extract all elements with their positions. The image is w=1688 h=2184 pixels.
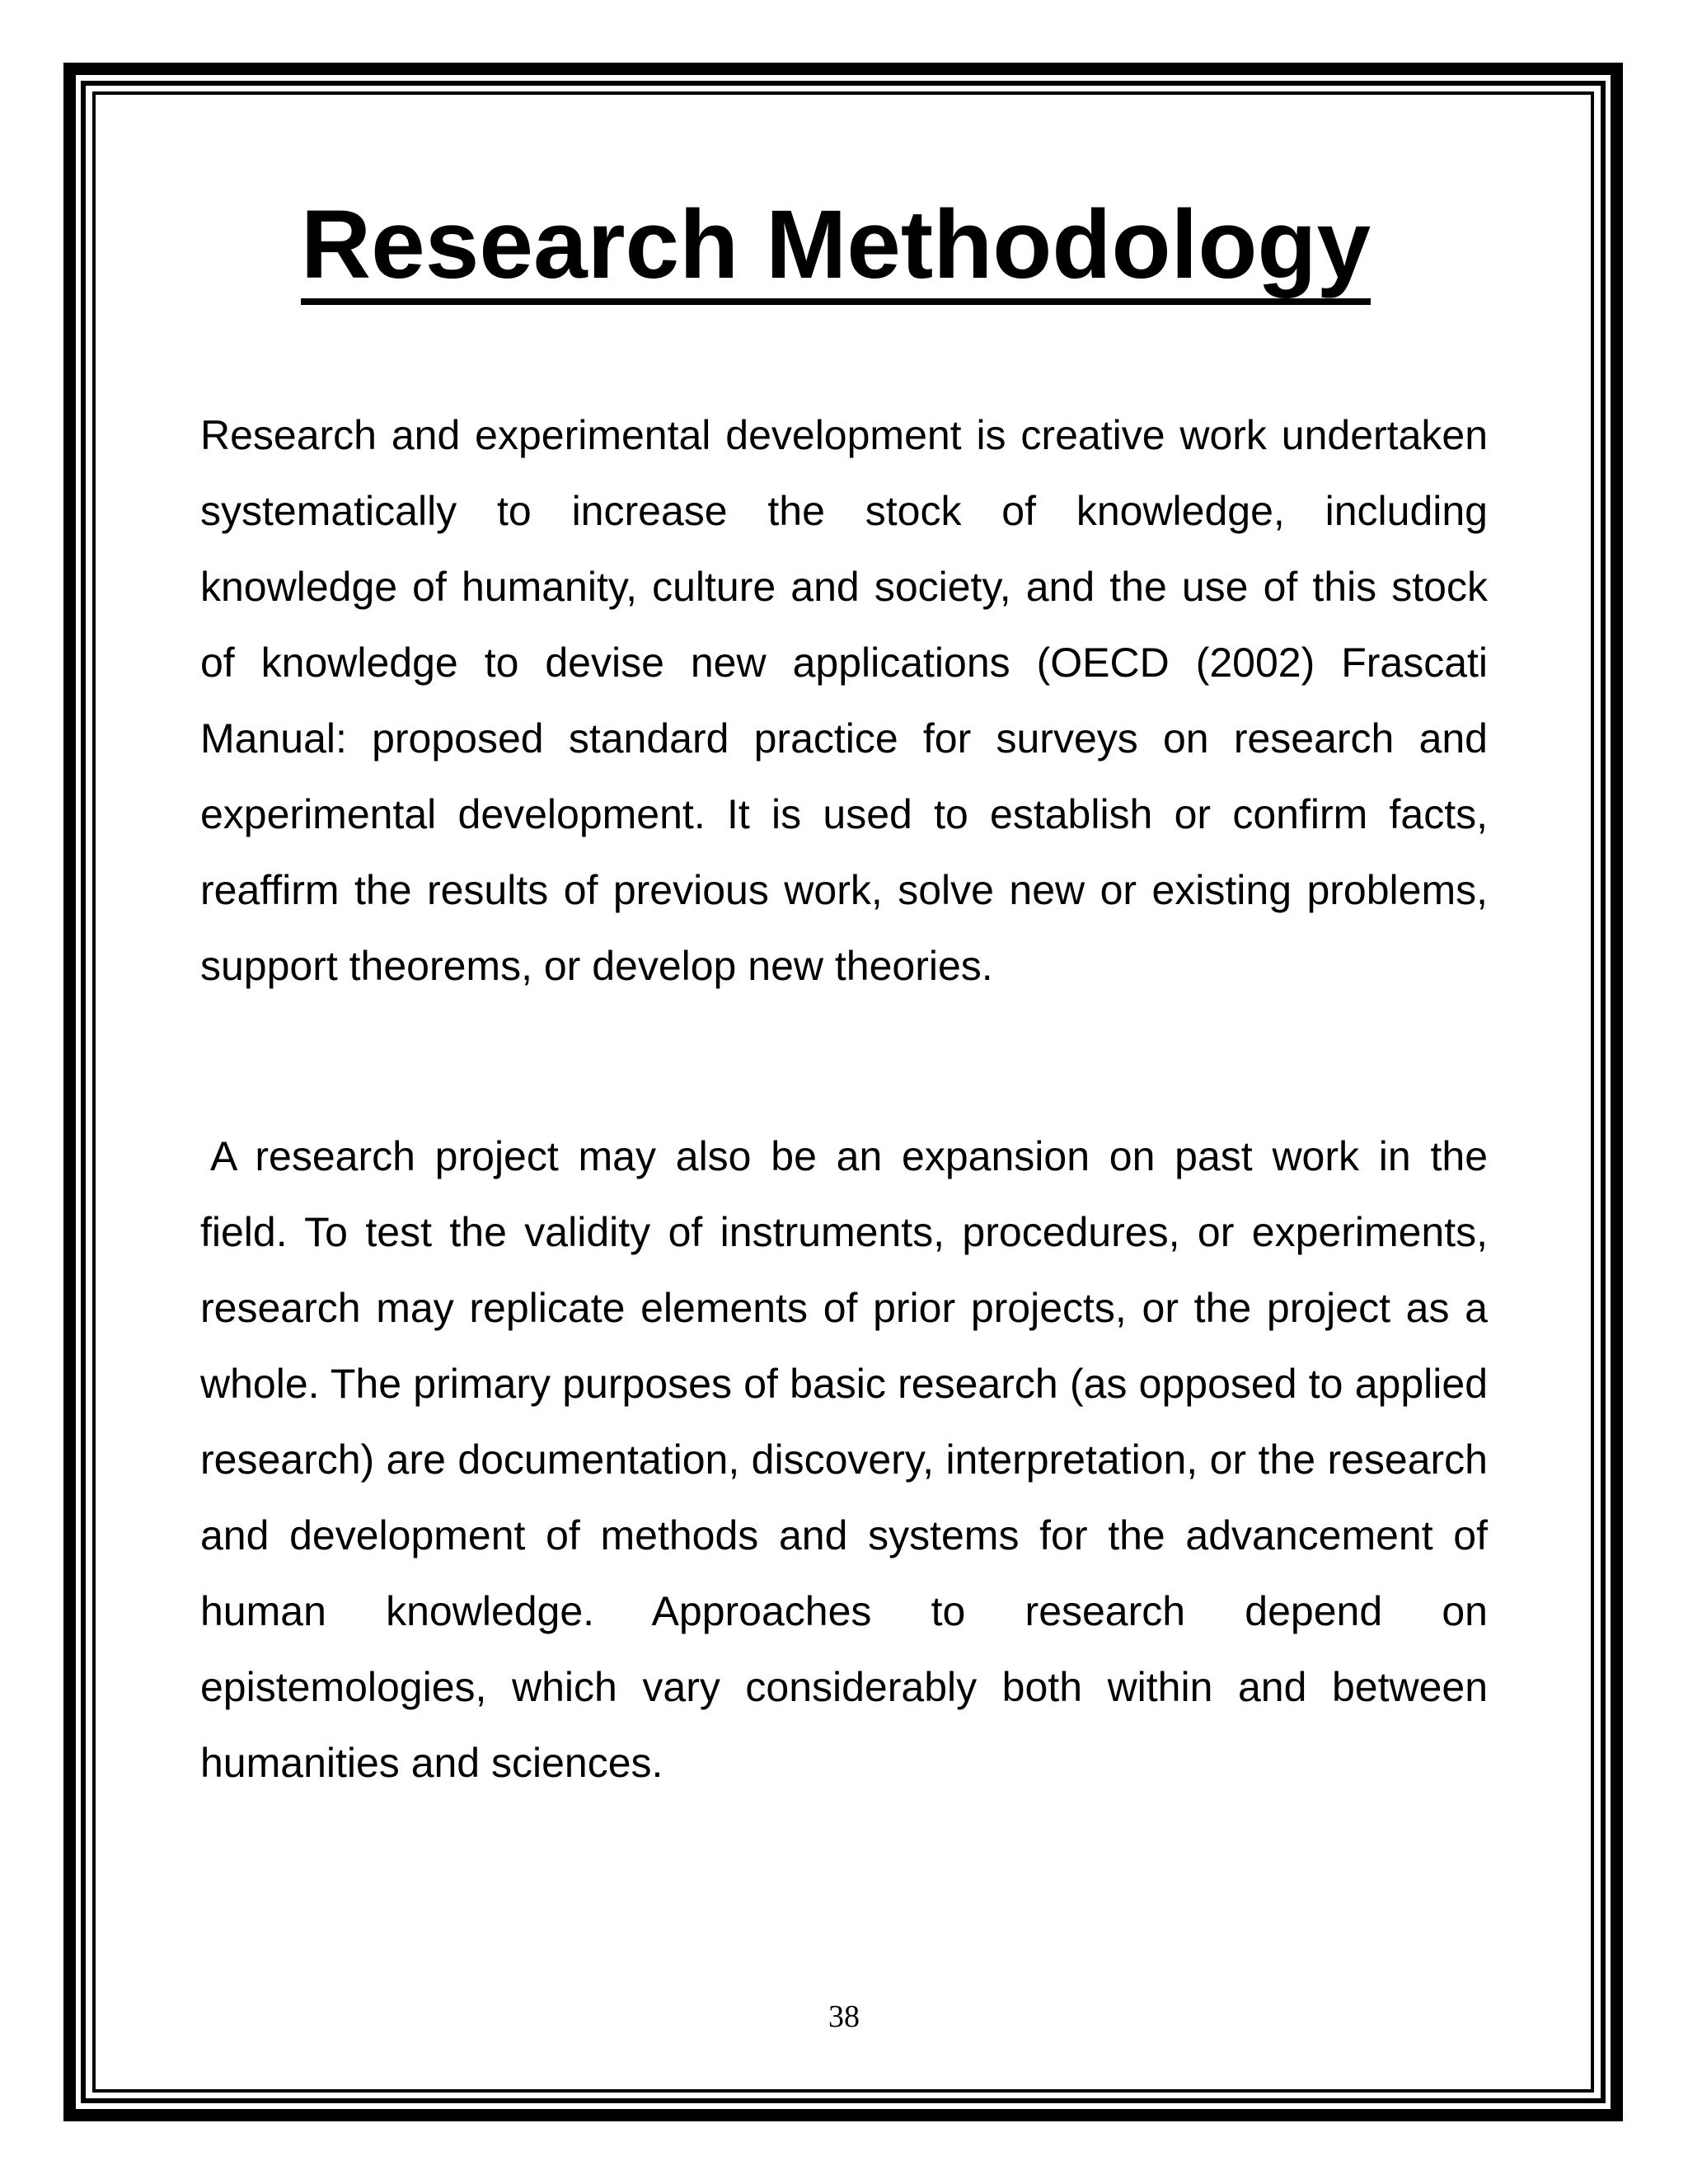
body-paragraph-1: Research and experimental development is creative work undertaken systematically to increase the stock of knowledge, including knowledge of humanity, culture and society, and the use of this stock of knowledge to devise new applications (OECD (2002) Frascati Manual: proposed standard practice for surveys on research and experimental development. It is used to establish or confirm facts, reaffirm the results of previous work, solve new or existing problems, support theorems, or develop new theories. (200, 412, 1488, 989)
page-title (0, 190, 1688, 305)
page-title-text: Research Methodology (301, 196, 1371, 305)
page-number: 38 (828, 1999, 860, 2034)
body-paragraph-2: A research project may also be an expansion on past work in the field. To test the validity of instruments, procedures, or experiments, research may replicate elements of prior projects, or the project as a whole. The primary purposes of basic research (as opposed to applied research) are documentation, discovery, interpretation, or the research and development of methods and systems for the advancement of human knowledge. Approaches to research depend on epistemologies, which vary considerably both within and between humanities and sciences. (200, 1133, 1488, 1786)
